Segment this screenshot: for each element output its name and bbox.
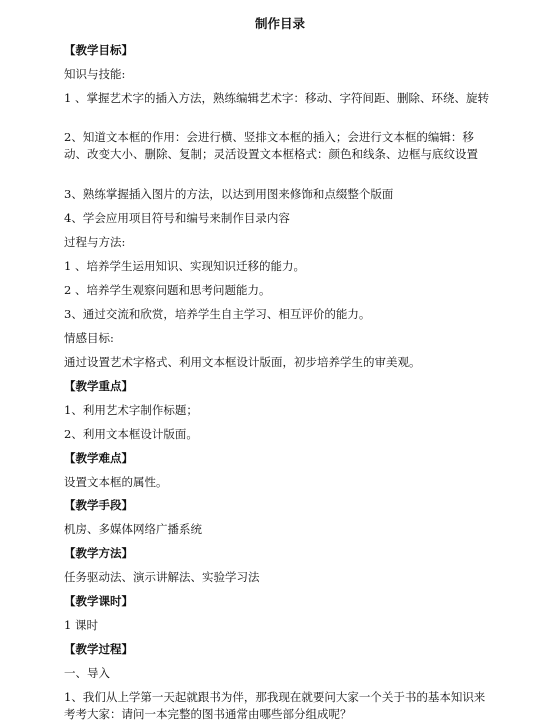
process-item-1: 1 、培养学生运用知识、实现知识迁移的能力。 (64, 259, 305, 273)
section-heading-process: 【教学过程】 (64, 642, 133, 656)
objective-item-2: 2、知道文本框的作用：会进行横、竖排文本框的插入；会进行文本框的编辑：移动、改变大小、删除、复制；灵活设置文本框格式：颜色和线条、边框与底纹设置 (64, 130, 478, 161)
section-heading-hours: 【教学课时】 (64, 594, 133, 608)
emotional-goal-text: 通过设置艺术字格式、利用文本框设计版面，初步培养学生的审美观。 (64, 355, 421, 369)
process-item-2: 2 、培养学生观察问题和思考问题能力。 (64, 283, 271, 297)
objective-item-1: 1 、掌握艺术字的插入方法，熟练编辑艺术字：移动、字符间距、删除、环绕、旋转 (64, 91, 489, 105)
means-text: 机房、多媒体网络广播系统 (64, 522, 202, 536)
document-title: 制作目录 (254, 16, 305, 31)
key-point-2: 2、利用文本框设计版面。 (64, 427, 198, 441)
methods-text: 任务驱动法、演示讲解法、实验学习法 (64, 570, 260, 584)
difficulty-text: 设置文本框的属性。 (64, 475, 168, 489)
section-heading-methods: 【教学方法】 (64, 546, 133, 560)
section-heading-objectives: 【教学目标】 (64, 43, 133, 57)
subheading-knowledge-skills: 知识与技能: (64, 67, 126, 81)
objective-item-4: 4、学会应用项目符号和编号来制作目录内容 (64, 211, 290, 225)
process-step-intro: 一、导入 (64, 666, 110, 680)
key-point-1: 1、利用艺术字制作标题； (64, 403, 198, 417)
process-step-1: 1、我们从上学第一天起就跟书为伴，那我现在就要问大家一个关于书的基本知识来考考大家：请问一本完整的图书通常由哪些部分组成呢？ (64, 690, 486, 721)
hours-text: 1 课时 (64, 618, 98, 632)
section-heading-means: 【教学手段】 (64, 498, 133, 512)
subheading-emotional-goals: 情感目标: (64, 331, 114, 345)
section-heading-difficulties: 【教学难点】 (64, 451, 133, 465)
section-heading-key-points: 【教学重点】 (64, 379, 133, 393)
subheading-process-methods: 过程与方法: (64, 235, 126, 249)
objective-item-3: 3、熟练掌握插入图片的方法，以达到用图来修饰和点缀整个版面 (64, 187, 394, 201)
process-item-3: 3、通过交流和欣赏，培养学生自主学习、相互评价的能力。 (64, 307, 371, 321)
